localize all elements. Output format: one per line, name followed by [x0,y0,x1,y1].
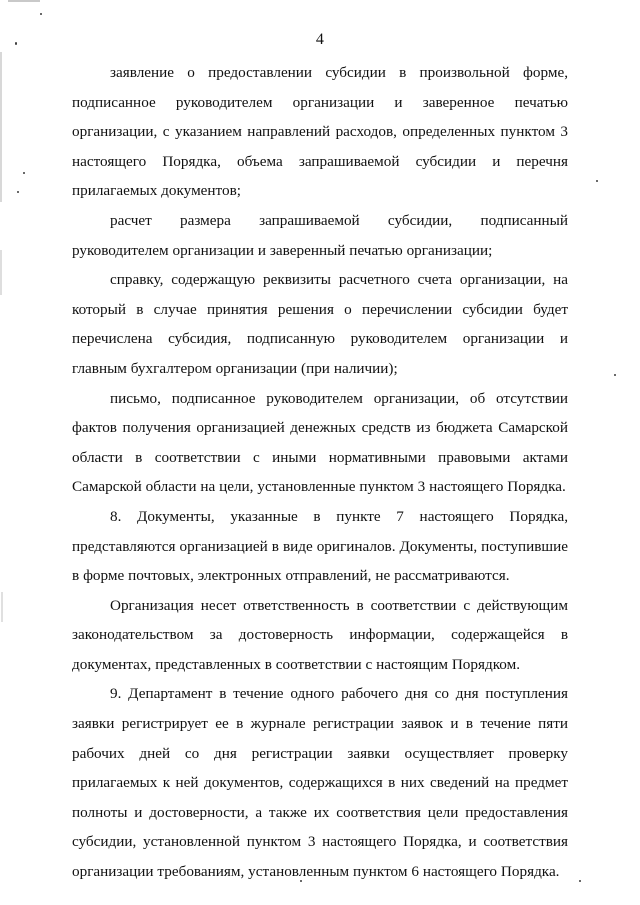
paragraph-item-8: 8. Документы, указанные в пункте 7 настоящего Порядка, представляются организацией в виде оригиналов. Документы, поступившие в форме почтовых, электронных отправлений, не рассматриваются. [72,507,568,585]
document-body [72,58,568,887]
scan-edge-artifact-left-second [0,250,2,295]
scan-speck [579,880,581,882]
scan-speck [596,180,598,182]
paragraph-otvetstvennost: Организация несет ответственность в соответствии с действующим законодательством за достоверность информации, содержащейся в документах, представленных в соответствии с настоящим Порядком. [72,596,568,673]
scan-speck [614,374,616,376]
paragraph-zayavlenie: заявление о предоставлении субсидии в произвольной форме, подписанное руководителем организации и заверенное печатью организации, с указанием направлений расходов, определенных пунктом 3 настоящего Порядка, объема запрашиваемой субсидии и перечня прилагаемых документов; [72,64,568,200]
paragraph-item-9: 9. Департамент в течение одного рабочего дня со дня поступления заявки регистрирует ее в журнале регистрации заявок и в течение пяти рабочих дней со дня регистрации заявки осуществляет проверку прилагаемых к ней документов, содержащихся в них сведений на предмет полноты и достоверности, а также их соответствия цели предоставления субсидии, установленной пунктом 3 настоящего Порядка, и соответствия организации требованиям, установленным пунктом 6 настоящего Порядка. [72,685,568,881]
scan-speck [40,13,42,15]
page-number: 4 [315,31,325,48]
paragraph-pismo: письмо, подписанное руководителем организации, об отсутствии фактов получения организацией денежных средств из бюджета Самарской области в соответствии с иными нормативными правовыми актами Самарской области на цели, установленные пунктом 3 настоящего Порядка. [72,389,568,496]
scan-edge-artifact-left [0,52,2,202]
scan-speck [17,191,19,193]
paragraph-spravka: справку, содержащую реквизиты расчетного счета организации, на который в случае принятия решения о перечислении субсидии будет перечислена субсидия, подписанную руководителем организации и главным бухгалтером организации (при наличии); [72,271,568,377]
scan-edge-artifact-top [8,0,40,2]
scan-speck [23,172,25,174]
paragraph-raschet: расчет размера запрашиваемой субсидии, подписанный руководителем организации и заверенный печатью организации; [72,211,568,259]
scan-edge-artifact-left-third [1,592,3,622]
